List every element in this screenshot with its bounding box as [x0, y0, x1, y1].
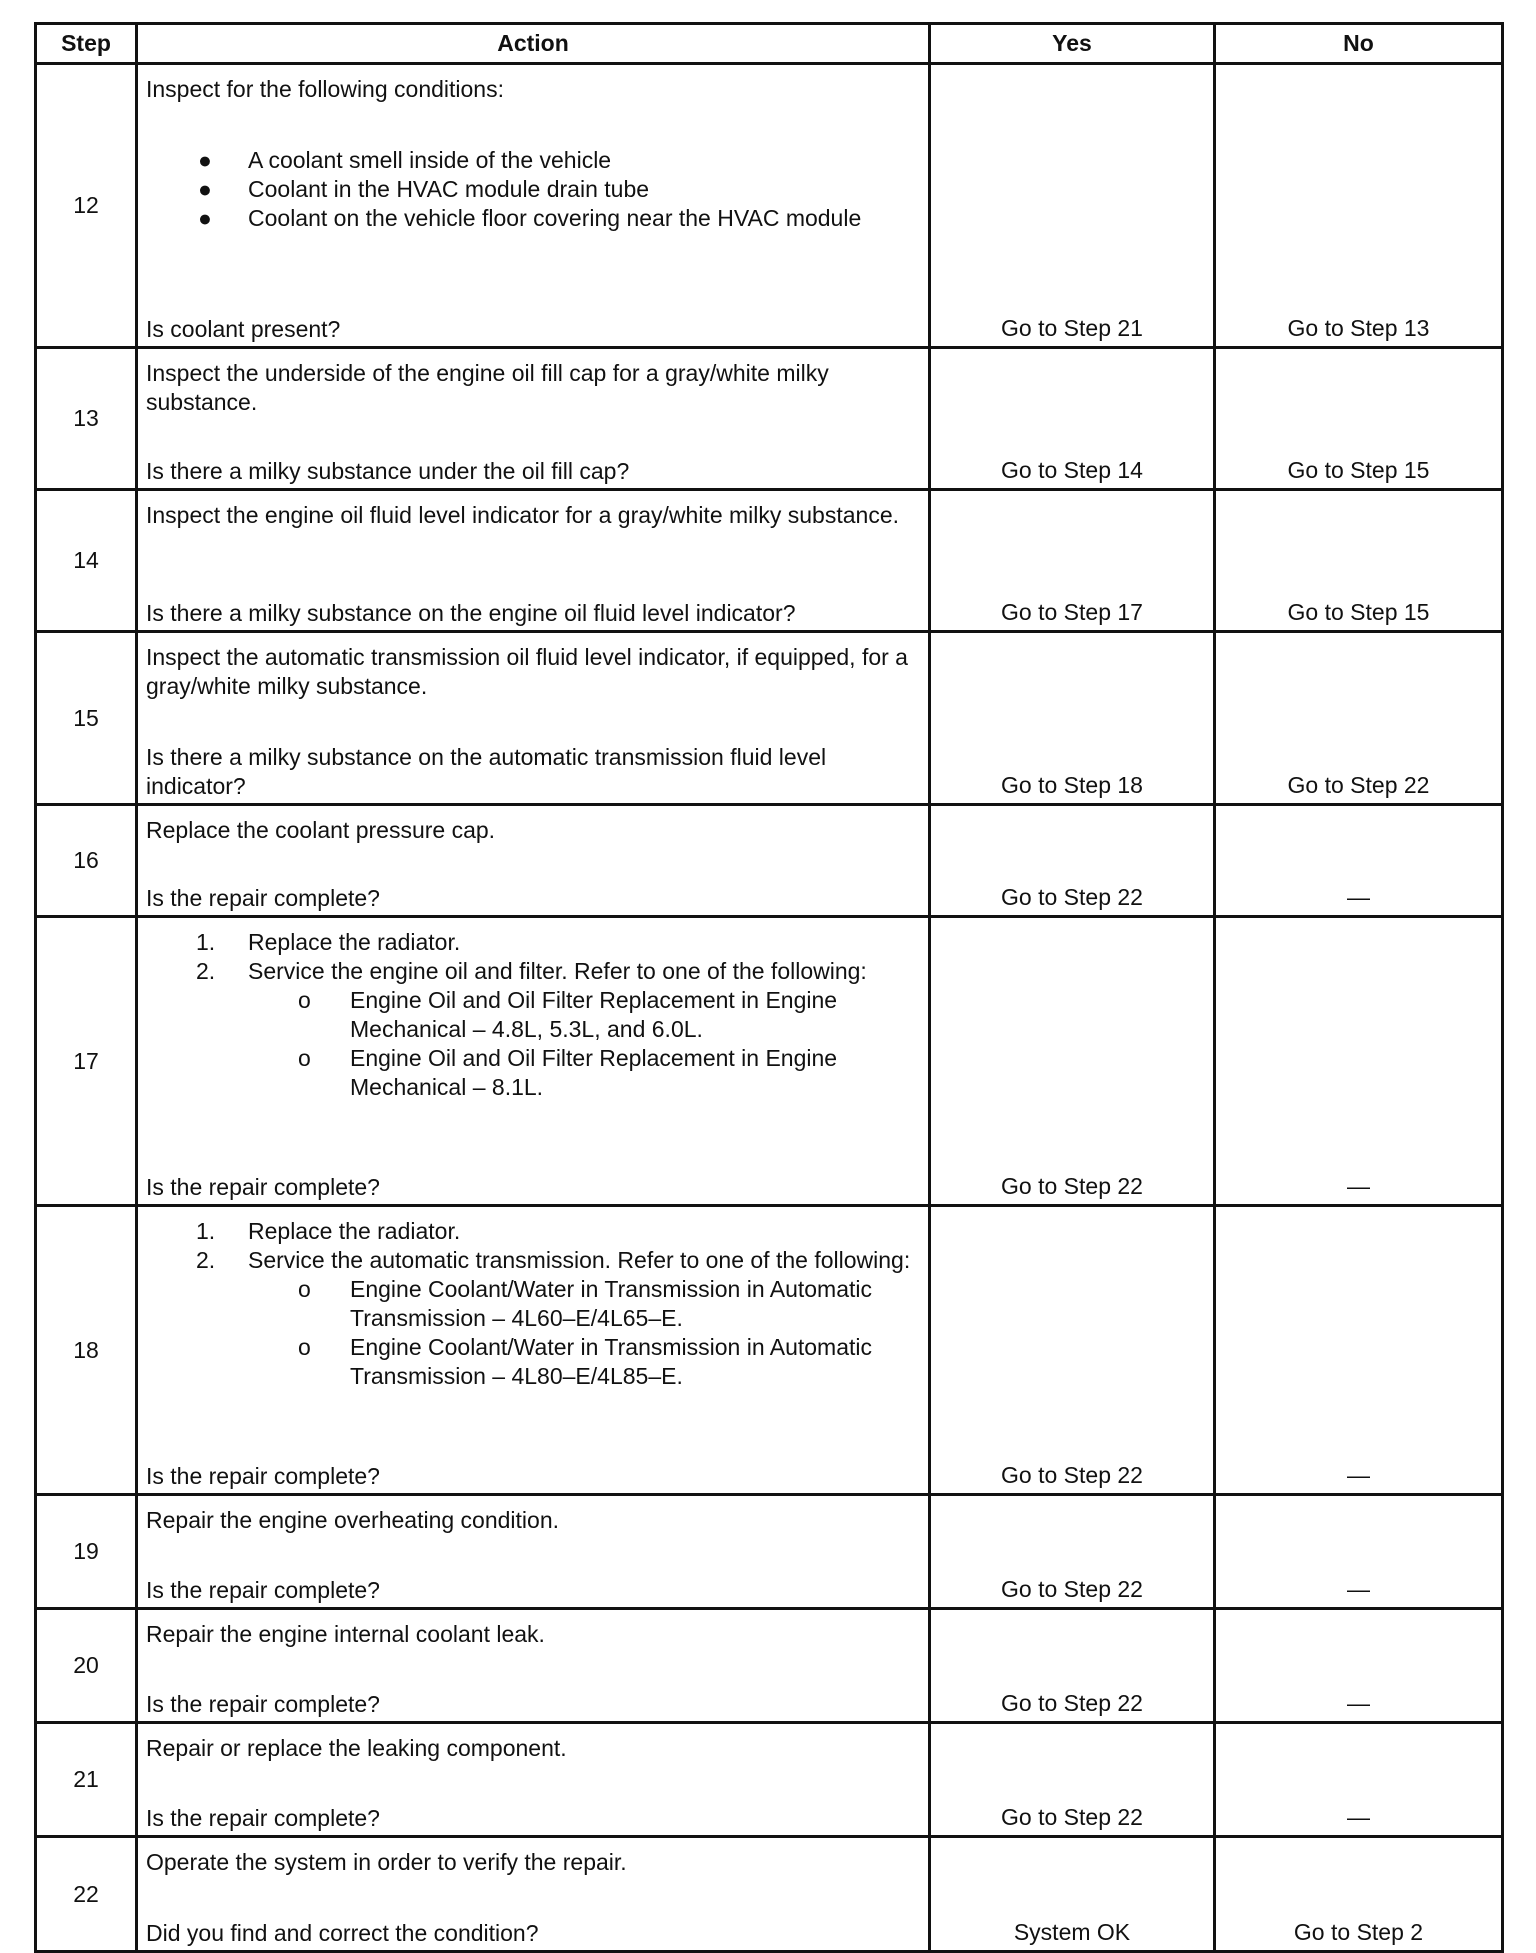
- yes-result-text: Go to Step 14: [1001, 457, 1143, 483]
- table-row: [36, 1206, 1503, 1495]
- yes-result-text: Go to Step 17: [1001, 599, 1143, 625]
- action-content: [138, 1838, 928, 1950]
- list-item-text: Coolant on the vehicle floor covering near the HVAC module: [248, 205, 862, 231]
- yes-result: [930, 917, 1215, 1206]
- yes-result: [930, 490, 1215, 632]
- question-text: Is there a milky substance on the automatic transmission fluid level indicator?: [146, 744, 827, 799]
- header-no: No: [1215, 24, 1503, 64]
- reference-text: Engine Oil and Oil Filter Replacement in Engine Mechanical – 4.8L, 5.3L, and 6.0L.: [350, 987, 838, 1042]
- table-row: [36, 917, 1503, 1206]
- no-result-text: Go to Step 13: [1287, 315, 1430, 341]
- action-text: Repair the engine overheating condition.: [146, 1507, 560, 1533]
- action-cell: [137, 1206, 930, 1495]
- list-item-text: Coolant in the HVAC module drain tube: [248, 176, 650, 202]
- bullet-icon: ●: [198, 147, 212, 173]
- procedure-text: Replace the radiator.: [248, 929, 461, 955]
- action-cell: [137, 348, 930, 490]
- reference-item: [248, 1044, 916, 1102]
- no-result-text: Go to Step 2: [1293, 1919, 1424, 1945]
- table-row: [36, 348, 1503, 490]
- step-number: 19: [36, 1495, 137, 1609]
- yes-result: [930, 1495, 1215, 1609]
- condition-list: [146, 146, 916, 233]
- procedure-item: [146, 1246, 916, 1391]
- no-result-text: —: [1347, 1690, 1370, 1716]
- procedure-number: 2.: [196, 1247, 216, 1273]
- no-result-text: Go to Step 22: [1287, 772, 1430, 798]
- no-result-text: —: [1347, 1804, 1370, 1830]
- action-text: Repair the engine internal coolant leak.: [146, 1621, 545, 1647]
- yes-result: [930, 1723, 1215, 1837]
- action-text: Inspect for the following conditions:: [146, 76, 504, 102]
- action-cell: [137, 64, 930, 348]
- no-result-text: —: [1347, 1173, 1370, 1199]
- reference-item: [248, 1333, 916, 1391]
- yes-result: [930, 1837, 1215, 1952]
- yes-result-text: Go to Step 22: [1001, 884, 1143, 910]
- action-content: [138, 1724, 928, 1835]
- question-text: Did you find and correct the condition?: [146, 1920, 539, 1946]
- yes-result-text: System OK: [1013, 1919, 1131, 1945]
- no-result: [1215, 64, 1503, 348]
- no-result: [1215, 632, 1503, 805]
- action-text: Inspect the engine oil fluid level indicator for a gray/white milky substance.: [146, 502, 900, 528]
- question-text: Is the repair complete?: [146, 1577, 380, 1603]
- question-text: Is the repair complete?: [146, 1691, 380, 1717]
- no-result-text: Go to Step 15: [1287, 457, 1430, 483]
- procedure-list: [146, 1217, 916, 1391]
- procedure-number: 2.: [196, 958, 216, 984]
- no-result-text: —: [1347, 884, 1370, 910]
- yes-result-text: Go to Step 22: [1001, 1173, 1143, 1199]
- action-cell: [137, 632, 930, 805]
- action-content: [138, 1496, 928, 1607]
- no-result-text: —: [1347, 1576, 1370, 1602]
- header-yes: Yes: [930, 24, 1215, 64]
- no-result: [1215, 1495, 1503, 1609]
- question-text: Is the repair complete?: [146, 1805, 380, 1831]
- step-number: 13: [36, 348, 137, 490]
- no-result: [1215, 917, 1503, 1206]
- step-number: 17: [36, 917, 137, 1206]
- no-result-text: Go to Step 15: [1287, 599, 1430, 625]
- action-cell: [137, 490, 930, 632]
- procedure-text: Service the automatic transmission. Refer to one of the following:: [248, 1247, 911, 1273]
- step-number: 12: [36, 64, 137, 348]
- action-text: Inspect the automatic transmission oil fluid level indicator, if equipped, for a gray/white milky substance.: [146, 644, 908, 699]
- reference-text: Engine Oil and Oil Filter Replacement in Engine Mechanical – 8.1L.: [350, 1045, 838, 1100]
- question-text: Is the repair complete?: [146, 1174, 380, 1200]
- reference-list: [248, 1275, 916, 1391]
- reference-text: Engine Coolant/Water in Transmission in Automatic Transmission – 4L60–E/4L65–E.: [350, 1276, 873, 1331]
- list-item: [146, 146, 916, 175]
- yes-result-text: Go to Step 22: [1001, 1576, 1143, 1602]
- step-number: 14: [36, 490, 137, 632]
- action-content: [138, 633, 928, 803]
- question-text: Is the repair complete?: [146, 885, 380, 911]
- procedure-list: [146, 928, 916, 1102]
- yes-result: [930, 632, 1215, 805]
- yes-result: [930, 805, 1215, 917]
- no-result: [1215, 1609, 1503, 1723]
- procedure-item: [146, 957, 916, 1102]
- reference-item: [248, 986, 916, 1044]
- question-text: Is there a milky substance under the oil fill cap?: [146, 458, 630, 484]
- yes-result: [930, 348, 1215, 490]
- no-result-text: —: [1347, 1462, 1370, 1488]
- no-result: [1215, 805, 1503, 917]
- action-content: [138, 491, 928, 630]
- table-row: [36, 1723, 1503, 1837]
- circle-bullet-icon: o: [298, 987, 311, 1013]
- action-text: Operate the system in order to verify the repair.: [146, 1849, 627, 1875]
- action-cell: [137, 1609, 930, 1723]
- table-row: [36, 805, 1503, 917]
- reference-list: [248, 986, 916, 1102]
- question-text: Is the repair complete?: [146, 1463, 380, 1489]
- table-row: [36, 1609, 1503, 1723]
- no-result: [1215, 1837, 1503, 1952]
- procedure-number: 1.: [196, 929, 216, 955]
- action-content: [138, 1207, 928, 1493]
- reference-text: Engine Coolant/Water in Transmission in Automatic Transmission – 4L80–E/4L85–E.: [350, 1334, 873, 1389]
- yes-result: [930, 64, 1215, 348]
- step-number: 16: [36, 805, 137, 917]
- action-content: [138, 806, 928, 915]
- table-row: [36, 1495, 1503, 1609]
- action-content: [138, 1610, 928, 1721]
- action-cell: [137, 1837, 930, 1952]
- circle-bullet-icon: o: [298, 1276, 311, 1302]
- action-text: Replace the coolant pressure cap.: [146, 817, 496, 843]
- action-cell: [137, 1495, 930, 1609]
- step-number: 20: [36, 1609, 137, 1723]
- no-result: [1215, 1206, 1503, 1495]
- procedure-item: [146, 1217, 916, 1246]
- yes-result-text: Go to Step 22: [1001, 1690, 1143, 1716]
- header-action: Action: [137, 24, 930, 64]
- bullet-icon: ●: [198, 205, 212, 231]
- table-row: [36, 490, 1503, 632]
- action-cell: [137, 805, 930, 917]
- list-item-text: A coolant smell inside of the vehicle: [248, 147, 612, 173]
- step-number: 18: [36, 1206, 137, 1495]
- table-row: [36, 632, 1503, 805]
- table-row: [36, 1837, 1503, 1952]
- header-step: Step: [36, 24, 137, 64]
- header-row: [36, 24, 1503, 64]
- action-content: [138, 349, 928, 488]
- list-item: [146, 175, 916, 204]
- diagnostic-table: [34, 22, 1504, 1953]
- bullet-icon: ●: [198, 176, 212, 202]
- action-content: [138, 65, 928, 346]
- yes-result-text: Go to Step 21: [1001, 315, 1143, 341]
- question-text: Is coolant present?: [146, 316, 341, 342]
- action-text: Repair or replace the leaking component.: [146, 1735, 567, 1761]
- step-number: 22: [36, 1837, 137, 1952]
- yes-result-text: Go to Step 22: [1001, 1462, 1143, 1488]
- action-content: [138, 918, 928, 1204]
- yes-result-text: Go to Step 22: [1001, 1804, 1143, 1830]
- procedure-text: Replace the radiator.: [248, 1218, 461, 1244]
- no-result: [1215, 490, 1503, 632]
- procedure-item: [146, 928, 916, 957]
- list-item: [146, 204, 916, 233]
- circle-bullet-icon: o: [298, 1045, 311, 1071]
- step-number: 15: [36, 632, 137, 805]
- table-row: [36, 64, 1503, 348]
- yes-result: [930, 1609, 1215, 1723]
- yes-result-text: Go to Step 18: [1001, 772, 1143, 798]
- circle-bullet-icon: o: [298, 1334, 311, 1360]
- action-text: Inspect the underside of the engine oil fill cap for a gray/white milky substance.: [146, 360, 829, 415]
- procedure-text: Service the engine oil and filter. Refer to one of the following:: [248, 958, 867, 984]
- step-number: 21: [36, 1723, 137, 1837]
- procedure-number: 1.: [196, 1218, 216, 1244]
- reference-item: [248, 1275, 916, 1333]
- action-cell: [137, 917, 930, 1206]
- question-text: Is there a milky substance on the engine oil fluid level indicator?: [146, 600, 796, 626]
- action-cell: [137, 1723, 930, 1837]
- yes-result: [930, 1206, 1215, 1495]
- no-result: [1215, 1723, 1503, 1837]
- no-result: [1215, 348, 1503, 490]
